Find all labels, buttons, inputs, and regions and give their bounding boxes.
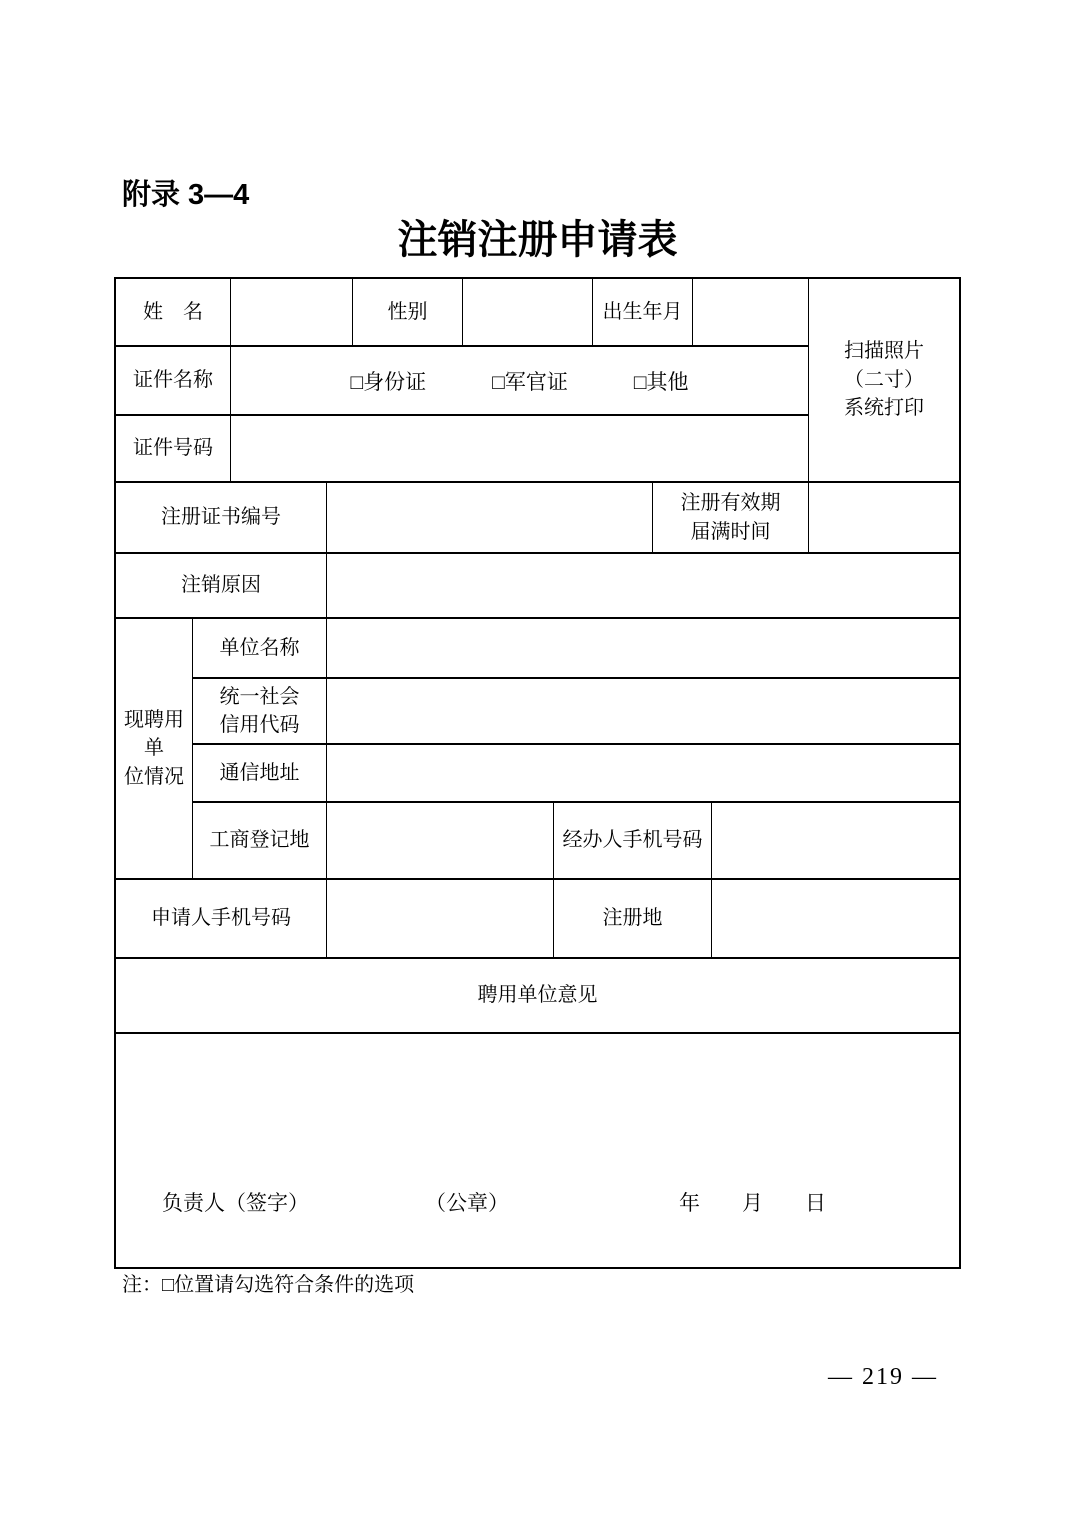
employer-section-label-line: 现聘用单 [124,708,184,760]
cancel-reason-value-cell [327,554,959,619]
form-title: 注销注册申请表 [397,217,678,262]
agent-phone-label-cell [554,803,712,880]
agent-phone-value-cell [712,803,959,880]
cert-type-options-cell [231,347,809,416]
photo-note-line: 扫描照片 [844,340,924,363]
cancel-reason-label: 注销原因 [181,574,261,597]
credit-code-label-line: 统一社会 [219,685,300,708]
photo-note-line: （二寸） [844,368,924,391]
reg-validity-value-cell [809,483,959,554]
cert-name-label-cell [116,347,231,416]
employer-section-label-cell [116,619,193,880]
credit-code-label-line: 信用代码 [219,714,300,736]
reg-cert-no-label: 注册证书编号 [161,506,281,529]
gender-label-cell [353,279,463,347]
unit-name-label-cell [193,619,327,679]
business-reg-label: 工商登记地 [209,829,310,852]
cert-number-value-cell [231,416,809,483]
applicant-phone-label: 申请人手机号码 [151,907,291,930]
reg-cert-no-label-cell [116,483,327,554]
mail-address-value-cell [327,745,959,803]
credit-code-label-cell [193,679,327,745]
date-label: 年 月 日 [679,1191,826,1215]
mail-address-label-cell [193,745,327,803]
unit-name-value-cell [327,619,959,679]
reg-validity-label-cell [653,483,809,554]
reg-validity-label-line: 注册有效期 [680,492,781,515]
agent-phone-label: 经办人手机号码 [562,829,703,852]
reg-place-label: 注册地 [602,907,663,930]
signature-area-cell [116,1034,959,1267]
reg-place-label-cell [554,880,712,959]
name-label: 姓 名 [143,300,203,323]
signature-label: 负责人（签字） [162,1191,309,1215]
cert-number-label: 证件号码 [133,437,213,460]
gender-value-cell [463,279,593,347]
business-reg-value-cell [327,803,554,880]
name-label-cell [116,279,231,347]
business-reg-label-cell [193,803,327,880]
name-value-cell [231,279,353,347]
mail-address-label: 通信地址 [219,761,300,784]
credit-code-value-cell [327,679,959,745]
reg-cert-no-value-cell [327,483,653,554]
application-form-table [114,277,961,1269]
gender-label: 性别 [387,300,428,323]
cert-number-label-cell [116,416,231,483]
birth-label-cell [593,279,693,347]
checkbox-other: □其他 [633,369,689,394]
footnote: 注：□位置请勾选符合条件的选项 [122,1274,415,1296]
applicant-phone-label-cell [116,880,327,959]
applicant-phone-value-cell [327,880,554,959]
employer-opinion-label-cell [116,959,959,1034]
cancel-reason-label-cell [116,554,327,619]
employer-section-label-line: 位情况 [124,765,184,788]
photo-note-line: 系统打印 [844,397,924,420]
appendix-label: 附录 3—4 [122,179,250,211]
unit-name-label: 单位名称 [219,636,300,659]
seal-label: （公章） [425,1191,509,1215]
page-number: — 219 — [828,1364,938,1390]
reg-place-value-cell [712,880,959,959]
birth-value-cell [693,279,809,347]
employer-opinion-label: 聘用单位意见 [477,984,598,1007]
photo-cell [809,279,959,483]
cert-name-label: 证件名称 [133,369,213,392]
reg-validity-label-line: 届满时间 [690,520,771,543]
checkbox-military-card: □军官证 [492,369,568,394]
birth-label: 出生年月 [602,300,683,323]
checkbox-id-card: □身份证 [350,369,427,394]
